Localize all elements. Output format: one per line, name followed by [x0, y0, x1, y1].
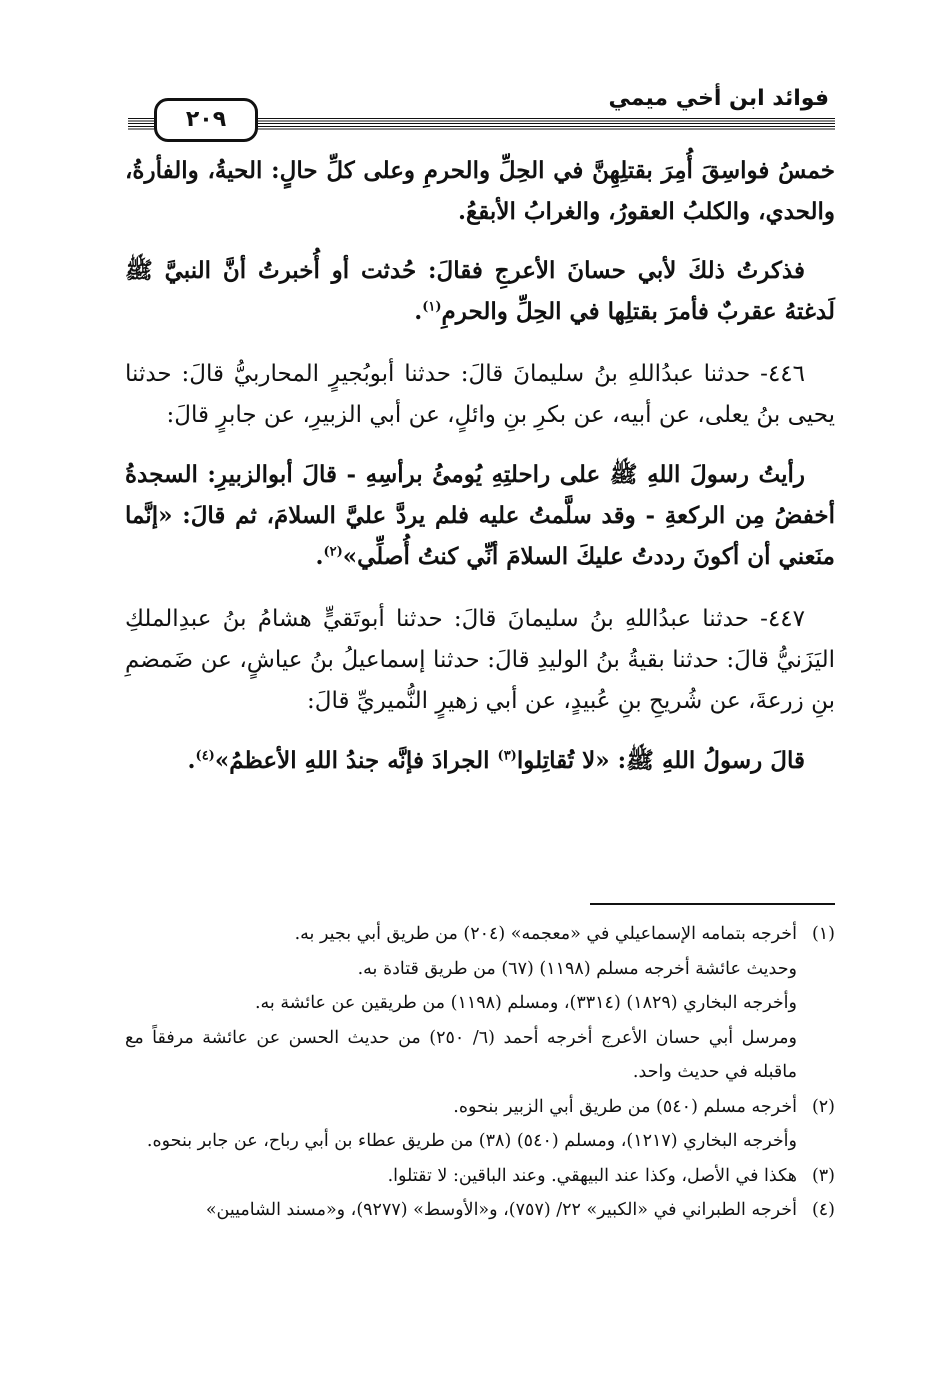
footnote-separator [590, 903, 835, 905]
hadith-446-matn [125, 454, 835, 577]
footnote-2-number: (٢) [811, 1096, 835, 1117]
footnote-1-number: (١) [811, 924, 835, 944]
footnote-1-line: وأخرجه البخاري (١٨٢٩) (٣٣١٤)، ومسلم (١١٩٨) من طريقين عن عائشة به. [254, 993, 797, 1013]
narration-note-text: فذكرتُ ذلكَ لأبي حسانَ الأعرجِ فقالَ: حُدثت أو أُخبرتُ أنَّ النبيَّ ﷺ لَدغتهُ عقربٌ فأمرَ بقتلِها في الحِلِّ والحرمِ [125, 257, 835, 325]
footnote-3-number: (٣) [811, 1165, 835, 1186]
footnote-ref-3: (٣) [497, 748, 517, 764]
footnotes [125, 917, 835, 1228]
hadith-matn-continued: خمسُ فواسِقَ أُمِرَ بقتلِهِنَّ في الحِلِّ والحرمِ وعلى كلِّ حالٍ: الحيةُ، والفأرةُ، والحدي، والكلبُ العقورُ، والغرابُ الأبقعُ. [125, 157, 835, 225]
hadith-446-isnad: ٤٤٦- حدثنا عبدُاللهِ بنُ سليمانَ قالَ: حدثنا أبوبُجيرٍ المحاربيُّ قالَ: حدثنا يحيى بنُ يعلى، عن أبيه، عن بكرِ بنِ وائلٍ، عن أبي الزبيرِ، عن جابرٍ قالَ: [125, 361, 835, 428]
book-title: فوائد ابن أخي ميمي [608, 86, 829, 111]
footnote-ref-2: (٢) [323, 544, 343, 560]
footnote-ref-1: (١) [422, 299, 442, 315]
footnote-2 [125, 1090, 835, 1159]
hadith-446-matn-text: رأيتُ رسولَ اللهِ ﷺ على راحلتِهِ يُومئُ برأسِهِ - قالَ أبوالزبيرِ: السجدةُ أخفضُ مِن الركعةِ - وقد سلَّمتُ عليه فلم يردَّ عليَّ السلامَ، ثم قالَ: «إنَّما منَعني أن أكونَ رددتُ عليكَ السلامَ أنِّي كنتُ أُصلِّي» [125, 461, 835, 570]
footnote-4-number: (٤) [811, 1200, 835, 1220]
hadith-447-isnad: ٤٤٧- حدثنا عبدُاللهِ بنُ سليمانَ قالَ: حدثنا أبوتَقيٍّ هشامُ بنُ عبدِالملكِ اليَزَنيُّ قالَ: حدثنا بقيةُ بنُ الوليدِ قالَ: حدثنا إسماعيلُ بنُ عياشٍ، عن ضَمضمِ بنِ زرعةَ، عن شُريحِ بنِ عُبيدٍ، عن أبي زهيرٍ النُّميريِّ قالَ: [125, 606, 835, 714]
footnote-1-line: ومرسل أبي حسان الأعرج أخرجه أحمد (٦/ ٢٥٠) من حديث الحسن عن عائشة مرفقاً مع ماقبله في حديث واحد. [125, 1027, 797, 1082]
footnote-3-line: هكذا في الأصل، وكذا عند البيهقي. وعند الباقين: لا تقتلوا. [387, 1165, 797, 1186]
footnote-3 [125, 1159, 835, 1194]
hadith-447-matn-end: . [187, 747, 196, 774]
footnote-4-line: أخرجه الطبراني في «الكبير» ٢٢/ (٧٥٧)، و«الأوسط» (٩٢٧٧)، و«مسند الشاميين» [205, 1200, 797, 1220]
footnote-1-line: أخرجه بتمامه الإسماعيلي في «معجمه» (٢٠٤) من طريق أبي بجير به. [294, 924, 797, 944]
footnote-1-line: وحديث عائشة أخرجه مسلم (١١٩٨) (٦٧) من طريق قتادة به. [357, 958, 797, 979]
narration-note [125, 250, 835, 332]
hadith-446-matn-end: . [315, 543, 324, 570]
footnote-2-line: وأخرجه البخاري (١٢١٧)، ومسلم (٥٤٠) (٣٨) من طريق عطاء بن أبي رباح، عن جابر بنحوه. [146, 1131, 797, 1151]
footnote-2-line: أخرجه مسلم (٥٤٠) من طريق أبي الزبير بنحوه. [453, 1096, 797, 1117]
main-text [125, 150, 835, 781]
hadith-447-matn [125, 740, 835, 781]
narration-note-end: . [414, 298, 423, 325]
hadith-447-matn-a: قالَ رسولُ اللهِ ﷺ: «لا تُقاتِلوا [516, 747, 805, 774]
footnote-4 [125, 1193, 835, 1228]
hadith-447-matn-b: الجرادَ فإنَّه جندُ اللهِ الأعظمُ» [214, 747, 498, 774]
footnote-ref-4: (٤) [195, 748, 215, 764]
running-header [128, 84, 835, 144]
page-number: ٢٠٩ [154, 98, 258, 142]
footnote-1 [125, 917, 835, 1090]
